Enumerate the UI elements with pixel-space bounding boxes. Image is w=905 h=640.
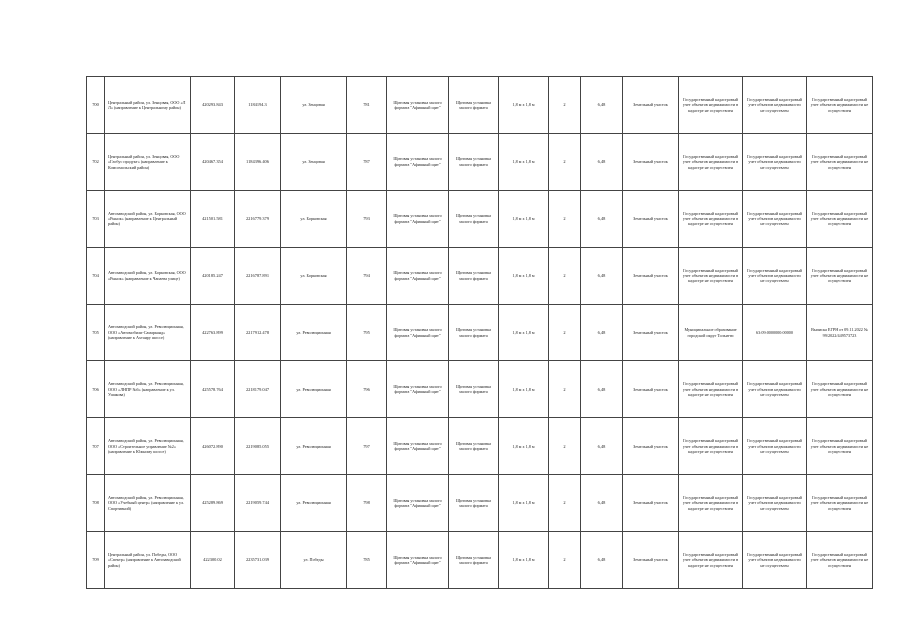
structure-subtype-cell: Щитовая установка малого формата bbox=[449, 247, 499, 304]
table-row bbox=[87, 475, 873, 532]
table-row bbox=[87, 532, 873, 589]
structure-type-cell: Щитовая установка малого формата "Афишный щит" bbox=[387, 361, 449, 418]
cadastre-number-cell: Государственный кадастровый учет объектов недвижимости не осуществлен bbox=[743, 475, 807, 532]
address-cell: Центральный район, ул. Зенцовая, ООО «Л Л» (направление к Центральному район) bbox=[105, 77, 191, 134]
street-cell: ул. Революционная bbox=[281, 475, 347, 532]
structure-type-cell: Щитовая установка малого формата "Афишный щит" bbox=[387, 304, 449, 361]
cadastre-number-cell: Государственный кадастровый учет объектов недвижимости не осуществлен bbox=[743, 77, 807, 134]
cadastre-number-cell: Государственный кадастровый учет объектов недвижимости не осуществлен bbox=[743, 361, 807, 418]
structure-subtype-cell: Щитовая установка малого формата bbox=[449, 475, 499, 532]
size-cell: 1,8 м х 1,8 м bbox=[499, 418, 549, 475]
address-cell: Центральный район, ул. Победы, ООО «Спектр» (направление к Автозаводский район) bbox=[105, 532, 191, 589]
coord-x-cell: 422300.02 bbox=[191, 532, 235, 589]
coord-y-cell: 1184194.3 bbox=[235, 77, 281, 134]
table-body bbox=[87, 77, 873, 589]
land-category-cell: Земельный участок bbox=[623, 247, 679, 304]
sides-cell: 2 bbox=[549, 418, 581, 475]
structure-type-cell: Щитовая установка малого формата "Афишный щит" bbox=[387, 418, 449, 475]
table-row bbox=[87, 361, 873, 418]
size-cell: 1,8 м х 1,8 м bbox=[499, 190, 549, 247]
area-cell: 6,48 bbox=[581, 304, 623, 361]
code-cell: 781 bbox=[347, 77, 387, 134]
code-cell: 787 bbox=[347, 133, 387, 190]
street-cell: ул. Революционная bbox=[281, 418, 347, 475]
address-cell: Автозаводский район, ул. Борковская, ООО «Рынок» (направление к Центральный район) bbox=[105, 190, 191, 247]
coord-y-cell: 2216779.379 bbox=[235, 190, 281, 247]
address-cell: Автозаводский район, ул. Революционная, ООО «Строительное управление №2» (направление к Южному шоссе) bbox=[105, 418, 191, 475]
table-row bbox=[87, 133, 873, 190]
coord-x-cell: 422763.899 bbox=[191, 304, 235, 361]
area-cell: 6,48 bbox=[581, 418, 623, 475]
cadastre-record-cell: Государственный кадастровый учет объектов недвижимости не осуществлен bbox=[807, 418, 873, 475]
size-cell: 1,8 м х 1,8 м bbox=[499, 361, 549, 418]
land-category-cell: Земельный участок bbox=[623, 361, 679, 418]
coord-y-cell: 2219059.744 bbox=[235, 475, 281, 532]
cadastre-owner-cell: Государственный кадастровый учет объектов недвижимости в кадастре не осуществлен bbox=[679, 475, 743, 532]
code-cell: 794 bbox=[347, 247, 387, 304]
code-cell: 785 bbox=[347, 532, 387, 589]
row-number: 706 bbox=[87, 361, 105, 418]
structure-subtype-cell: Щитовая установка малого формата bbox=[449, 190, 499, 247]
sides-cell: 2 bbox=[549, 475, 581, 532]
structure-subtype-cell: Щитовая установка малого формата bbox=[449, 361, 499, 418]
sides-cell: 2 bbox=[549, 532, 581, 589]
cadastre-owner-cell: Муниципальное образование городской округ Тольятти bbox=[679, 304, 743, 361]
register-table bbox=[86, 76, 873, 589]
area-cell: 6,48 bbox=[581, 475, 623, 532]
area-cell: 6,48 bbox=[581, 532, 623, 589]
sides-cell: 2 bbox=[549, 247, 581, 304]
land-category-cell: Земельный участок bbox=[623, 190, 679, 247]
address-cell: Автозаводский район, ул. Борковская, ООО «Рынок» (направление к Чапаева улице) bbox=[105, 247, 191, 304]
cadastre-record-cell: Государственный кадастровый учет объектов недвижимости не осуществлен bbox=[807, 247, 873, 304]
area-cell: 6,48 bbox=[581, 361, 623, 418]
table-row bbox=[87, 418, 873, 475]
table-row bbox=[87, 190, 873, 247]
street-cell: ул. Зенцовая bbox=[281, 77, 347, 134]
row-number: 703 bbox=[87, 190, 105, 247]
structure-type-cell: Щитовая установка малого формата "Афишный щит" bbox=[387, 532, 449, 589]
cadastre-number-cell: 63:09:0000000:00000 bbox=[743, 304, 807, 361]
coord-y-cell: 2219085.055 bbox=[235, 418, 281, 475]
cadastre-owner-cell: Государственный кадастровый учет объектов недвижимости в кадастре не осуществлен bbox=[679, 247, 743, 304]
cadastre-owner-cell: Государственный кадастровый учет объектов недвижимости в кадастре не осуществлен bbox=[679, 532, 743, 589]
row-number: 702 bbox=[87, 133, 105, 190]
sides-cell: 2 bbox=[549, 304, 581, 361]
code-cell: 793 bbox=[347, 190, 387, 247]
structure-subtype-cell: Щитовая установка малого формата bbox=[449, 77, 499, 134]
size-cell: 1,8 м х 1,8 м bbox=[499, 532, 549, 589]
row-number: 709 bbox=[87, 532, 105, 589]
cadastre-record-cell: Выписка ЕГРН от 09.11.2022 № 99/2022/449573723 bbox=[807, 304, 873, 361]
cadastre-record-cell: Государственный кадастровый учет объектов недвижимости не осуществлен bbox=[807, 77, 873, 134]
cadastre-record-cell: Государственный кадастровый учет объектов недвижимости не осуществлен bbox=[807, 361, 873, 418]
street-cell: ул. Победы bbox=[281, 532, 347, 589]
cadastre-record-cell: Государственный кадастровый учет объектов недвижимости не осуществлен bbox=[807, 190, 873, 247]
land-category-cell: Земельный участок bbox=[623, 77, 679, 134]
size-cell: 1,8 м х 1,8 м bbox=[499, 133, 549, 190]
size-cell: 1,8 м х 1,8 м bbox=[499, 475, 549, 532]
coord-y-cell: 2217912.478 bbox=[235, 304, 281, 361]
cadastre-number-cell: Государственный кадастровый учет объектов недвижимости не осуществлен bbox=[743, 418, 807, 475]
cadastre-number-cell: Государственный кадастровый учет объектов недвижимости не осуществлен bbox=[743, 532, 807, 589]
coord-y-cell: 2218179.047 bbox=[235, 361, 281, 418]
row-number: 700 bbox=[87, 77, 105, 134]
coord-x-cell: 425578.764 bbox=[191, 361, 235, 418]
street-cell: ул. Борковская bbox=[281, 247, 347, 304]
cadastre-owner-cell: Государственный кадастровый учет объектов недвижимости в кадастре не осуществлен bbox=[679, 190, 743, 247]
land-category-cell: Земельный участок bbox=[623, 532, 679, 589]
coord-x-cell: 420467.354 bbox=[191, 133, 235, 190]
cadastre-record-cell: Государственный кадастровый учет объектов недвижимости не осуществлен bbox=[807, 133, 873, 190]
area-cell: 6,48 bbox=[581, 247, 623, 304]
row-number: 705 bbox=[87, 304, 105, 361]
cadastre-record-cell: Государственный кадастровый учет объектов недвижимости не осуществлен bbox=[807, 475, 873, 532]
cadastre-number-cell: Государственный кадастровый учет объектов недвижимости не осуществлен bbox=[743, 247, 807, 304]
structure-type-cell: Щитовая установка малого формата "Афишный щит" bbox=[387, 247, 449, 304]
structure-subtype-cell: Щитовая установка малого формата bbox=[449, 532, 499, 589]
code-cell: 795 bbox=[347, 304, 387, 361]
cadastre-owner-cell: Государственный кадастровый учет объектов недвижимости в кадастре не осуществлен bbox=[679, 133, 743, 190]
code-cell: 798 bbox=[347, 475, 387, 532]
cadastre-number-cell: Государственный кадастровый учет объектов недвижимости не осуществлен bbox=[743, 133, 807, 190]
cadastre-owner-cell: Государственный кадастровый учет объектов недвижимости в кадастре не осуществлен bbox=[679, 77, 743, 134]
cadastre-owner-cell: Государственный кадастровый учет объектов недвижимости в кадастре не осуществлен bbox=[679, 361, 743, 418]
size-cell: 1,8 м х 1,8 м bbox=[499, 304, 549, 361]
row-number: 704 bbox=[87, 247, 105, 304]
structure-type-cell: Щитовая установка малого формата "Афишный щит" bbox=[387, 77, 449, 134]
sides-cell: 2 bbox=[549, 133, 581, 190]
coord-y-cell: 1184396.406 bbox=[235, 133, 281, 190]
coord-x-cell: 425289.869 bbox=[191, 475, 235, 532]
address-cell: Автозаводский район, ул. Революционная, ООО «Автомобили-Самарканд» (направление к Ахтаяру шоссе) bbox=[105, 304, 191, 361]
table-row bbox=[87, 304, 873, 361]
street-cell: ул. Борковская bbox=[281, 190, 347, 247]
land-category-cell: Земельный участок bbox=[623, 133, 679, 190]
size-cell: 1,8 м х 1,8 м bbox=[499, 77, 549, 134]
row-number: 707 bbox=[87, 418, 105, 475]
coord-x-cell: 420293.843 bbox=[191, 77, 235, 134]
sides-cell: 2 bbox=[549, 190, 581, 247]
land-category-cell: Земельный участок bbox=[623, 475, 679, 532]
coord-y-cell: 2216787.891 bbox=[235, 247, 281, 304]
row-number: 708 bbox=[87, 475, 105, 532]
area-cell: 6,48 bbox=[581, 190, 623, 247]
coord-x-cell: 421501.581 bbox=[191, 190, 235, 247]
code-cell: 796 bbox=[347, 361, 387, 418]
sides-cell: 2 bbox=[549, 77, 581, 134]
structure-type-cell: Щитовая установка малого формата "Афишный щит" bbox=[387, 133, 449, 190]
structure-subtype-cell: Щитовая установка малого формата bbox=[449, 133, 499, 190]
area-cell: 6,48 bbox=[581, 77, 623, 134]
coord-x-cell: 420185.247 bbox=[191, 247, 235, 304]
sides-cell: 2 bbox=[549, 361, 581, 418]
land-category-cell: Земельный участок bbox=[623, 418, 679, 475]
table-row bbox=[87, 77, 873, 134]
cadastre-record-cell: Государственный кадастровый учет объектов недвижимости не осуществлен bbox=[807, 532, 873, 589]
land-category-cell: Земельный участок bbox=[623, 304, 679, 361]
cadastre-owner-cell: Государственный кадастровый учет объектов недвижимости в кадастре не осуществлен bbox=[679, 418, 743, 475]
coord-x-cell: 426072.890 bbox=[191, 418, 235, 475]
street-cell: ул. Зенцовая bbox=[281, 133, 347, 190]
structure-type-cell: Щитовая установка малого формата "Афишный щит" bbox=[387, 475, 449, 532]
structure-type-cell: Щитовая установка малого формата "Афишный щит" bbox=[387, 190, 449, 247]
coord-y-cell: 2235731.039 bbox=[235, 532, 281, 589]
address-cell: Автозаводский район, ул. Революционная, ООО «ЛНПР №6» (направление к ул. Ушакова) bbox=[105, 361, 191, 418]
street-cell: ул. Революционная bbox=[281, 361, 347, 418]
area-cell: 6,48 bbox=[581, 133, 623, 190]
address-cell: Центральный район, ул. Зенцовая, ООО «Глобус продукт» (направление к Комсомольский район) bbox=[105, 133, 191, 190]
code-cell: 797 bbox=[347, 418, 387, 475]
cadastre-number-cell: Государственный кадастровый учет объектов недвижимости не осуществлен bbox=[743, 190, 807, 247]
size-cell: 1,8 м х 1,8 м bbox=[499, 247, 549, 304]
street-cell: ул. Революционная bbox=[281, 304, 347, 361]
structure-subtype-cell: Щитовая установка малого формата bbox=[449, 304, 499, 361]
table-row bbox=[87, 247, 873, 304]
structure-subtype-cell: Щитовая установка малого формата bbox=[449, 418, 499, 475]
address-cell: Автозаводский район, ул. Революционная, ООО «Учебный центр» (направление к ул. Спортивной) bbox=[105, 475, 191, 532]
